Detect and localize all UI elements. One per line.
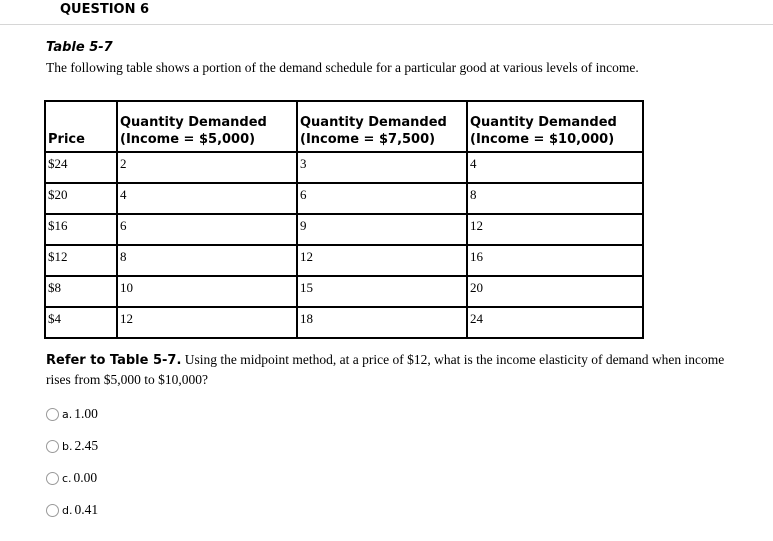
option-letter: d. xyxy=(62,503,73,517)
option-c[interactable] xyxy=(46,462,98,494)
table-label: Table 5-7 xyxy=(46,40,113,55)
header-qd-income-5000 xyxy=(117,101,297,152)
table-header-row xyxy=(45,101,643,152)
header-price xyxy=(45,101,117,152)
radio-button[interactable] xyxy=(46,472,59,485)
question-reference: Refer to Table 5-7. xyxy=(46,353,182,368)
table-row xyxy=(45,183,643,214)
qd-cell: 12 xyxy=(297,245,467,276)
header-qd-income-10000 xyxy=(467,101,643,152)
header-line1: Quantity Demanded xyxy=(300,115,447,130)
qd-cell: 16 xyxy=(467,245,643,276)
qd-cell: 12 xyxy=(467,214,643,245)
option-letter: a. xyxy=(62,407,73,421)
header-line1: Quantity Demanded xyxy=(470,115,617,130)
header-line2: (Income = $5,000) xyxy=(120,132,256,147)
qd-cell: 6 xyxy=(297,183,467,214)
option-b[interactable] xyxy=(46,430,98,462)
price-cell: $16 xyxy=(45,214,117,245)
qd-cell: 4 xyxy=(117,183,297,214)
option-value: 0.41 xyxy=(74,502,99,517)
table-row xyxy=(45,276,643,307)
demand-schedule-table xyxy=(44,100,644,339)
radio-button[interactable] xyxy=(46,408,59,421)
question-body: Using the midpoint method, at a price of $12, what is the income elasticity of demand when income rises from $5,000 to $10,000? xyxy=(46,352,725,387)
qd-cell: 18 xyxy=(297,307,467,338)
radio-button[interactable] xyxy=(46,440,59,453)
radio-button[interactable] xyxy=(46,504,59,517)
qd-cell: 6 xyxy=(117,214,297,245)
table-row xyxy=(45,152,643,183)
answer-options xyxy=(46,398,98,526)
qd-cell: 3 xyxy=(297,152,467,183)
price-cell: $8 xyxy=(45,276,117,307)
price-cell: $24 xyxy=(45,152,117,183)
header-line1: Quantity Demanded xyxy=(120,115,267,130)
qd-cell: 10 xyxy=(117,276,297,307)
qd-cell: 4 xyxy=(467,152,643,183)
table-intro: The following table shows a portion of the demand schedule for a particular good at various levels of income. xyxy=(46,60,639,75)
header-divider xyxy=(0,24,773,25)
table-row xyxy=(45,214,643,245)
option-letter: c. xyxy=(62,471,72,485)
qd-cell: 12 xyxy=(117,307,297,338)
table-row xyxy=(45,245,643,276)
question-text xyxy=(46,350,746,389)
qd-cell: 8 xyxy=(467,183,643,214)
table-row xyxy=(45,307,643,338)
option-value: 0.00 xyxy=(73,470,98,485)
price-cell: $12 xyxy=(45,245,117,276)
option-letter: b. xyxy=(62,439,73,453)
question-title: QUESTION 6 xyxy=(60,2,150,17)
price-cell: $20 xyxy=(45,183,117,214)
qd-cell: 8 xyxy=(117,245,297,276)
option-value: 2.45 xyxy=(74,438,99,453)
price-cell: $4 xyxy=(45,307,117,338)
header-qd-income-7500 xyxy=(297,101,467,152)
qd-cell: 24 xyxy=(467,307,643,338)
qd-cell: 9 xyxy=(297,214,467,245)
qd-cell: 2 xyxy=(117,152,297,183)
qd-cell: 20 xyxy=(467,276,643,307)
option-a[interactable] xyxy=(46,398,98,430)
option-d[interactable] xyxy=(46,494,98,526)
header-line2: Price xyxy=(48,132,85,147)
qd-cell: 15 xyxy=(297,276,467,307)
header-line2: (Income = $10,000) xyxy=(470,132,615,147)
option-value: 1.00 xyxy=(74,406,98,421)
header-line2: (Income = $7,500) xyxy=(300,132,436,147)
